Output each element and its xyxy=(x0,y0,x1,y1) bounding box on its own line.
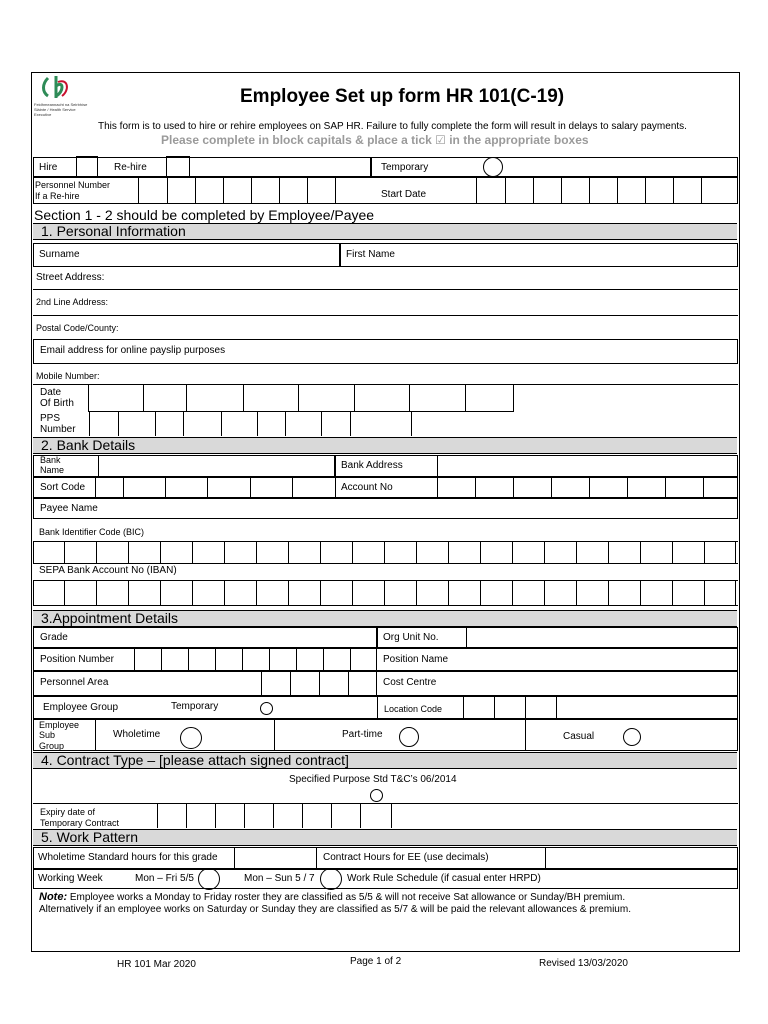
personnel-number-label: Personnel Number xyxy=(35,180,111,190)
sub-group-label-2: Sub xyxy=(39,730,56,740)
rehire-checkbox[interactable] xyxy=(166,156,190,178)
logo-caption: Feidhmeannacht na Seirbhíse Sláinte / Health Service Executive xyxy=(34,102,88,117)
iban-label: SEPA Bank Account No (IBAN) xyxy=(39,565,177,576)
footer-page: Page 1 of 2 xyxy=(350,956,402,967)
personnel-number-sub: If a Re-hire xyxy=(35,191,80,201)
location-code-cells[interactable] xyxy=(377,696,557,719)
email-label: Email address for online payslip purposes xyxy=(40,345,226,356)
surname-label: Surname xyxy=(39,249,80,260)
mon-fri-label: Mon – Fri 5/5 xyxy=(135,873,194,884)
part-time-radio[interactable] xyxy=(399,727,419,747)
work-heading xyxy=(33,829,737,846)
instruction-text: Please complete in block capitals & place a tick ☑ in the appropriate boxes xyxy=(161,133,589,147)
position-name-label: Position Name xyxy=(383,654,449,665)
form-title: Employee Set up form HR 101(C-19) xyxy=(240,86,565,107)
footer-right: Revised 13/03/2020 xyxy=(539,958,628,969)
sort-code-cells[interactable] xyxy=(95,477,335,498)
bank-name-label-1: Bank xyxy=(40,455,61,465)
casual-radio[interactable] xyxy=(623,728,641,746)
pps-label-2: Number xyxy=(40,424,76,435)
line2-label: 2nd Line Address: xyxy=(36,297,109,307)
grade-field[interactable] xyxy=(33,627,377,648)
specified-purpose-radio[interactable] xyxy=(370,789,383,802)
note-text xyxy=(39,891,625,904)
position-number-cells[interactable] xyxy=(134,648,377,671)
dob-label-2: Of Birth xyxy=(40,398,74,409)
wholetime-hours-label: Wholetime Standard hours for this grade xyxy=(38,852,218,863)
hse-logo xyxy=(34,74,90,120)
employee-group-label: Employee Group xyxy=(43,702,119,713)
pps-cells[interactable] xyxy=(89,412,412,436)
note-line-2: Alternatively if an employee works on Saturday or Sunday they are classified as 5/7 & will be paid the relevant allowances & premium. xyxy=(39,904,631,915)
bank-heading xyxy=(33,437,737,454)
expiry-label-1: Expiry date of xyxy=(40,807,96,817)
wholetime-hours-field[interactable] xyxy=(234,847,317,869)
bic-label: Bank Identifier Code (BIC) xyxy=(39,527,145,537)
mon-sun-label: Mon – Sun 5 / 7 xyxy=(244,873,315,884)
contract-heading xyxy=(33,752,737,769)
position-number-label: Position Number xyxy=(40,654,114,665)
casual-label: Casual xyxy=(563,731,595,742)
bank-name-label-2: Name xyxy=(40,465,65,475)
appointment-heading xyxy=(33,610,737,627)
payee-name-field[interactable] xyxy=(33,498,738,519)
street-line[interactable] xyxy=(33,289,738,290)
street-label: Street Address: xyxy=(36,272,105,283)
contract-heading-text: 4. Contract Type – [please attach signed contract] xyxy=(41,752,349,768)
sub-group-divider-1 xyxy=(95,719,96,751)
temporary-radio[interactable] xyxy=(483,157,503,177)
first-name-field[interactable] xyxy=(340,243,738,267)
appointment-temporary-radio[interactable] xyxy=(260,702,273,715)
bank-name-divider xyxy=(98,455,99,477)
bank-address-label: Bank Address xyxy=(341,460,403,471)
personnel-area-cells[interactable] xyxy=(261,671,377,696)
account-no-label: Account No xyxy=(341,482,393,493)
account-no-cells[interactable] xyxy=(335,477,738,498)
dob-cells[interactable] xyxy=(88,385,514,412)
start-date-label: Start Date xyxy=(381,189,427,200)
note-label: Note: xyxy=(39,891,68,903)
top-temporary-label: Temporary xyxy=(381,162,429,173)
hire-label: Hire xyxy=(39,162,58,173)
line2-line[interactable] xyxy=(33,315,738,316)
bank-address-divider xyxy=(437,455,438,477)
sub-group-divider-2 xyxy=(274,719,275,751)
rehire-label: Re-hire xyxy=(114,162,147,173)
sub-group-label-1: Employee xyxy=(39,720,80,730)
bank-heading-text: 2. Bank Details xyxy=(41,437,136,453)
expiry-date-cells[interactable] xyxy=(157,804,392,828)
appointment-temporary-label: Temporary xyxy=(171,701,219,712)
appointment-heading-text: 3.Appointment Details xyxy=(41,610,178,626)
mon-sun-radio[interactable] xyxy=(320,868,342,890)
pps-label-1: PPS xyxy=(40,413,61,424)
location-code-label: Location Code xyxy=(384,704,443,714)
work-rule-label: Work Rule Schedule (if casual enter HRPD) xyxy=(347,873,541,884)
mon-fri-radio[interactable] xyxy=(198,868,220,890)
intro-text: This form is to used to hire or rehire employees on SAP HR. Failure to fully complete the form will result in delays to salary payments. xyxy=(98,121,687,132)
sort-code-label: Sort Code xyxy=(40,482,86,493)
grade-label: Grade xyxy=(40,632,68,643)
footer-left: HR 101 Mar 2020 xyxy=(117,959,196,970)
postal-label: Postal Code/County: xyxy=(36,323,119,333)
dob-label-1: Date xyxy=(40,387,62,398)
personal-heading-text: 1. Personal Information xyxy=(41,223,186,239)
bic-cells[interactable] xyxy=(33,541,738,564)
bank-name-field[interactable] xyxy=(33,455,335,477)
contract-hours-field[interactable] xyxy=(545,847,738,869)
work-heading-text: 5. Work Pattern xyxy=(41,829,139,845)
personnel-number-cells[interactable] xyxy=(138,177,371,204)
mobile-label: Mobile Number: xyxy=(36,371,100,381)
working-week-label: Working Week xyxy=(38,873,103,884)
note-line-1: Employee works a Monday to Friday roster they are classified as 5/5 & will not receive Sat allowance or Sunday/BH premium. xyxy=(69,892,626,903)
expiry-label-2: Temporary Contract xyxy=(40,818,120,828)
payee-name-label: Payee Name xyxy=(40,503,98,514)
sub-group-label-3: Group xyxy=(39,741,65,751)
personnel-area-label: Personnel Area xyxy=(40,677,109,688)
hire-checkbox[interactable] xyxy=(76,156,98,178)
sub-group-divider-3 xyxy=(525,719,526,751)
start-date-cells[interactable] xyxy=(476,177,738,204)
iban-cells[interactable] xyxy=(33,580,738,606)
personal-heading xyxy=(33,223,737,240)
section-banner: Section 1 - 2 should be completed by Employee/Payee xyxy=(34,207,375,223)
wholetime-label: Wholetime xyxy=(113,729,161,740)
contract-hours-label: Contract Hours for EE (use decimals) xyxy=(323,852,489,863)
part-time-label: Part-time xyxy=(342,729,383,740)
org-unit-divider xyxy=(466,627,467,648)
first-name-label: First Name xyxy=(346,249,395,260)
cost-centre-label: Cost Centre xyxy=(383,677,437,688)
org-unit-label: Org Unit No. xyxy=(383,632,439,643)
specified-purpose-label: Specified Purpose Std T&C’s 06/2014 xyxy=(289,774,457,785)
wholetime-radio[interactable] xyxy=(180,727,202,749)
